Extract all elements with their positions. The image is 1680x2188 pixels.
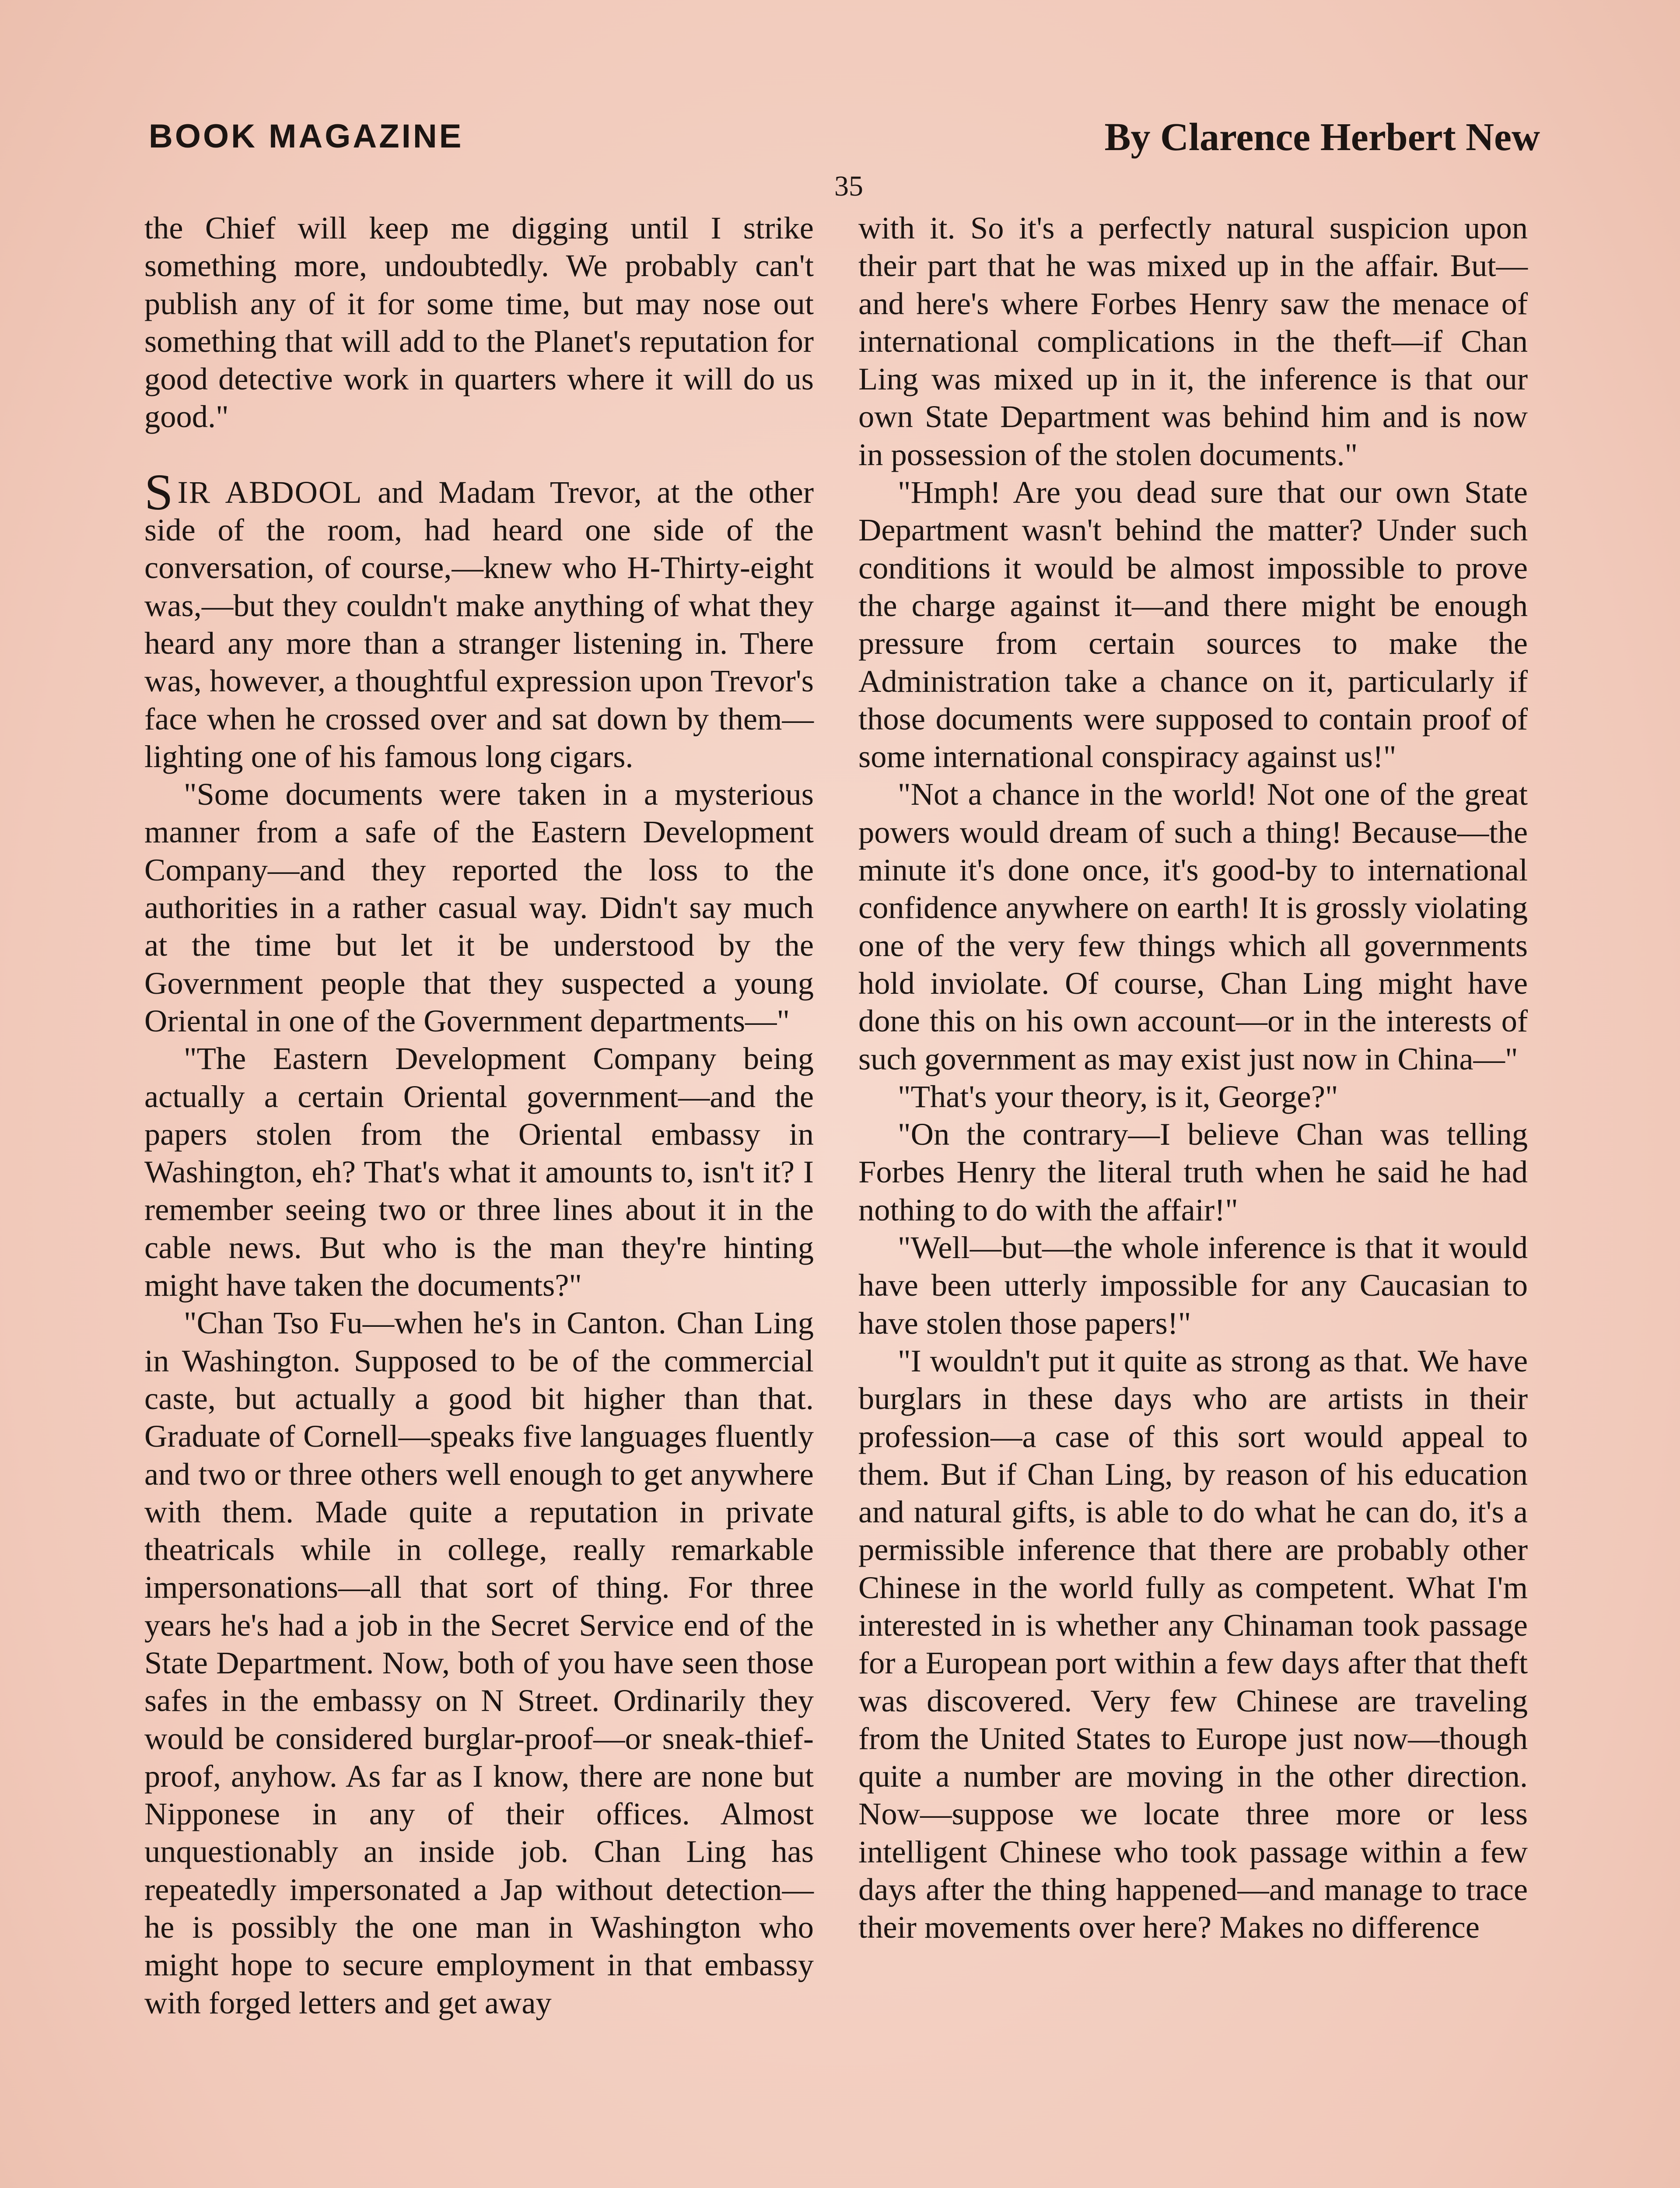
small-caps-lead: IR ABDOOL (177, 474, 363, 510)
running-header-right: By Clarence Herbert New (1104, 116, 1540, 159)
paragraph: "I wouldn't put it quite as strong as that. We have burglars in these days who are artists in their profession—a case of this sort would appeal to them. But if Chan Ling, by reason of his education and natural gifts, is able to do what he can do, it's a permissible inference that there are probably other Chinese in the world fully as competent. What I'm interested in is whether any Chinaman took passage for a European port within a few days after that theft was discovered. Very few Chinese are traveling from the United States to Europe just now—though quite a number are moving in the other direction. Now—suppose we locate three more or less intelligent Chinese who took passage within a few days after the thing happened—and manage to trace their movements over here? Makes no difference (858, 1343, 1528, 1945)
paragraph: "Some documents were taken in a mysterious manner from a safe of the Eastern Development Company—and they reported the loss to the authorities in a rather casual way. Didn't say much at the time but let it be understood by the Government people that they suspected a young Oriental in one of the Government departments—" (144, 776, 814, 1038)
paragraph: with it. So it's a perfectly natural suspicion upon their part that he was mixed up in the affair. But—and here's where Forbes Henry saw the menace of international complications in the theft—if Chan Ling was mixed up in it, the inference is that our own State Department was behind him and is now in possession of the stolen documents." (858, 210, 1528, 472)
paragraph: "Well—but—the whole inference is that it would have been utterly impossible for any Caucasian to have stolen those papers!" (858, 1230, 1528, 1341)
paragraph: "That's your theory, is it, George?" (898, 1078, 1338, 1114)
paragraph: "Chan Tso Fu—when he's in Canton. Chan Ling in Washington. Supposed to be of the commercial caste, but actually a good bit higher than that. Graduate of Cornell—speaks five languages fluently and two or three others well enough to get anywhere with them. Made quite a reputation in private theatricals while in college, really remarkable impersonations—all that sort of thing. For three years he's had a job in the Secret Service end of the State Department. Now, both of you have seen those safes in the embassy on N Street. Ordinarily they would be considered burglar-proof—or sneak-thief-proof, anyhow. As far as I know, there are none but Nipponese in any of their offices. Almost unquestionably an inside job. Chan Ling has repeatedly impersonated a Jap without detection—he is possibly the one man in Washington who might hope to secure employment in that embassy with forged letters and get away (144, 1305, 814, 2020)
paragraph-drop-cap (144, 463, 814, 775)
drop-cap: S (144, 463, 173, 521)
paragraph: the Chief will keep me digging until I strike something more, undoubtedly. We probably can't publish any of it for some time, but may nose out something that will add to the Planet's reputation for good detective work in quarters where it will do us good." (144, 210, 814, 435)
paragraph: "Not a chance in the world! Not one of the great powers would dream of such a thing! Because—the minute it's done once, it's good-by to international confidence anywhere on earth! It is grossly violating one of the very few things which all governments hold inviolate. Of course, Chan Ling might have done this on his own account—or in the interests of such government as may exist just now in China—" (858, 776, 1528, 1076)
right-column (858, 209, 1528, 1946)
page-number: 35 (834, 170, 863, 202)
left-column (144, 209, 814, 2022)
running-header-left: BOOK MAGAZINE (149, 118, 464, 155)
paragraph: "The Eastern Development Company being actually a certain Oriental government—and the papers stolen from the Oriental embassy in Washington, eh? That's what it amounts to, isn't it? I remember seeing two or three lines about it in the cable news. But who is the man they're hinting might have taken the documents?" (144, 1041, 814, 1303)
paragraph-text: and Madam Trevor, at the other side of the room, had heard one side of the conversation, of course,—knew who H-Thirty-eight was,—but they couldn't make anything of what they heard any more than a stranger listening in. There was, however, a thoughtful expression upon Trevor's face when he crossed over and sat down by them—lighting one of his famous long cigars. (144, 474, 814, 774)
paragraph: "Hmph! Are you dead sure that our own State Department wasn't behind the matter? Under such conditions it would be almost impossible to prove the charge against it—and there might be enough pressure from certain sources to make the Administration take a chance on it, particularly if those documents were supposed to contain proof of some international conspiracy against us!" (858, 474, 1528, 775)
paragraph: "On the contrary—I believe Chan was telling Forbes Henry the literal truth when he said he had nothing to do with the affair!" (858, 1116, 1528, 1227)
